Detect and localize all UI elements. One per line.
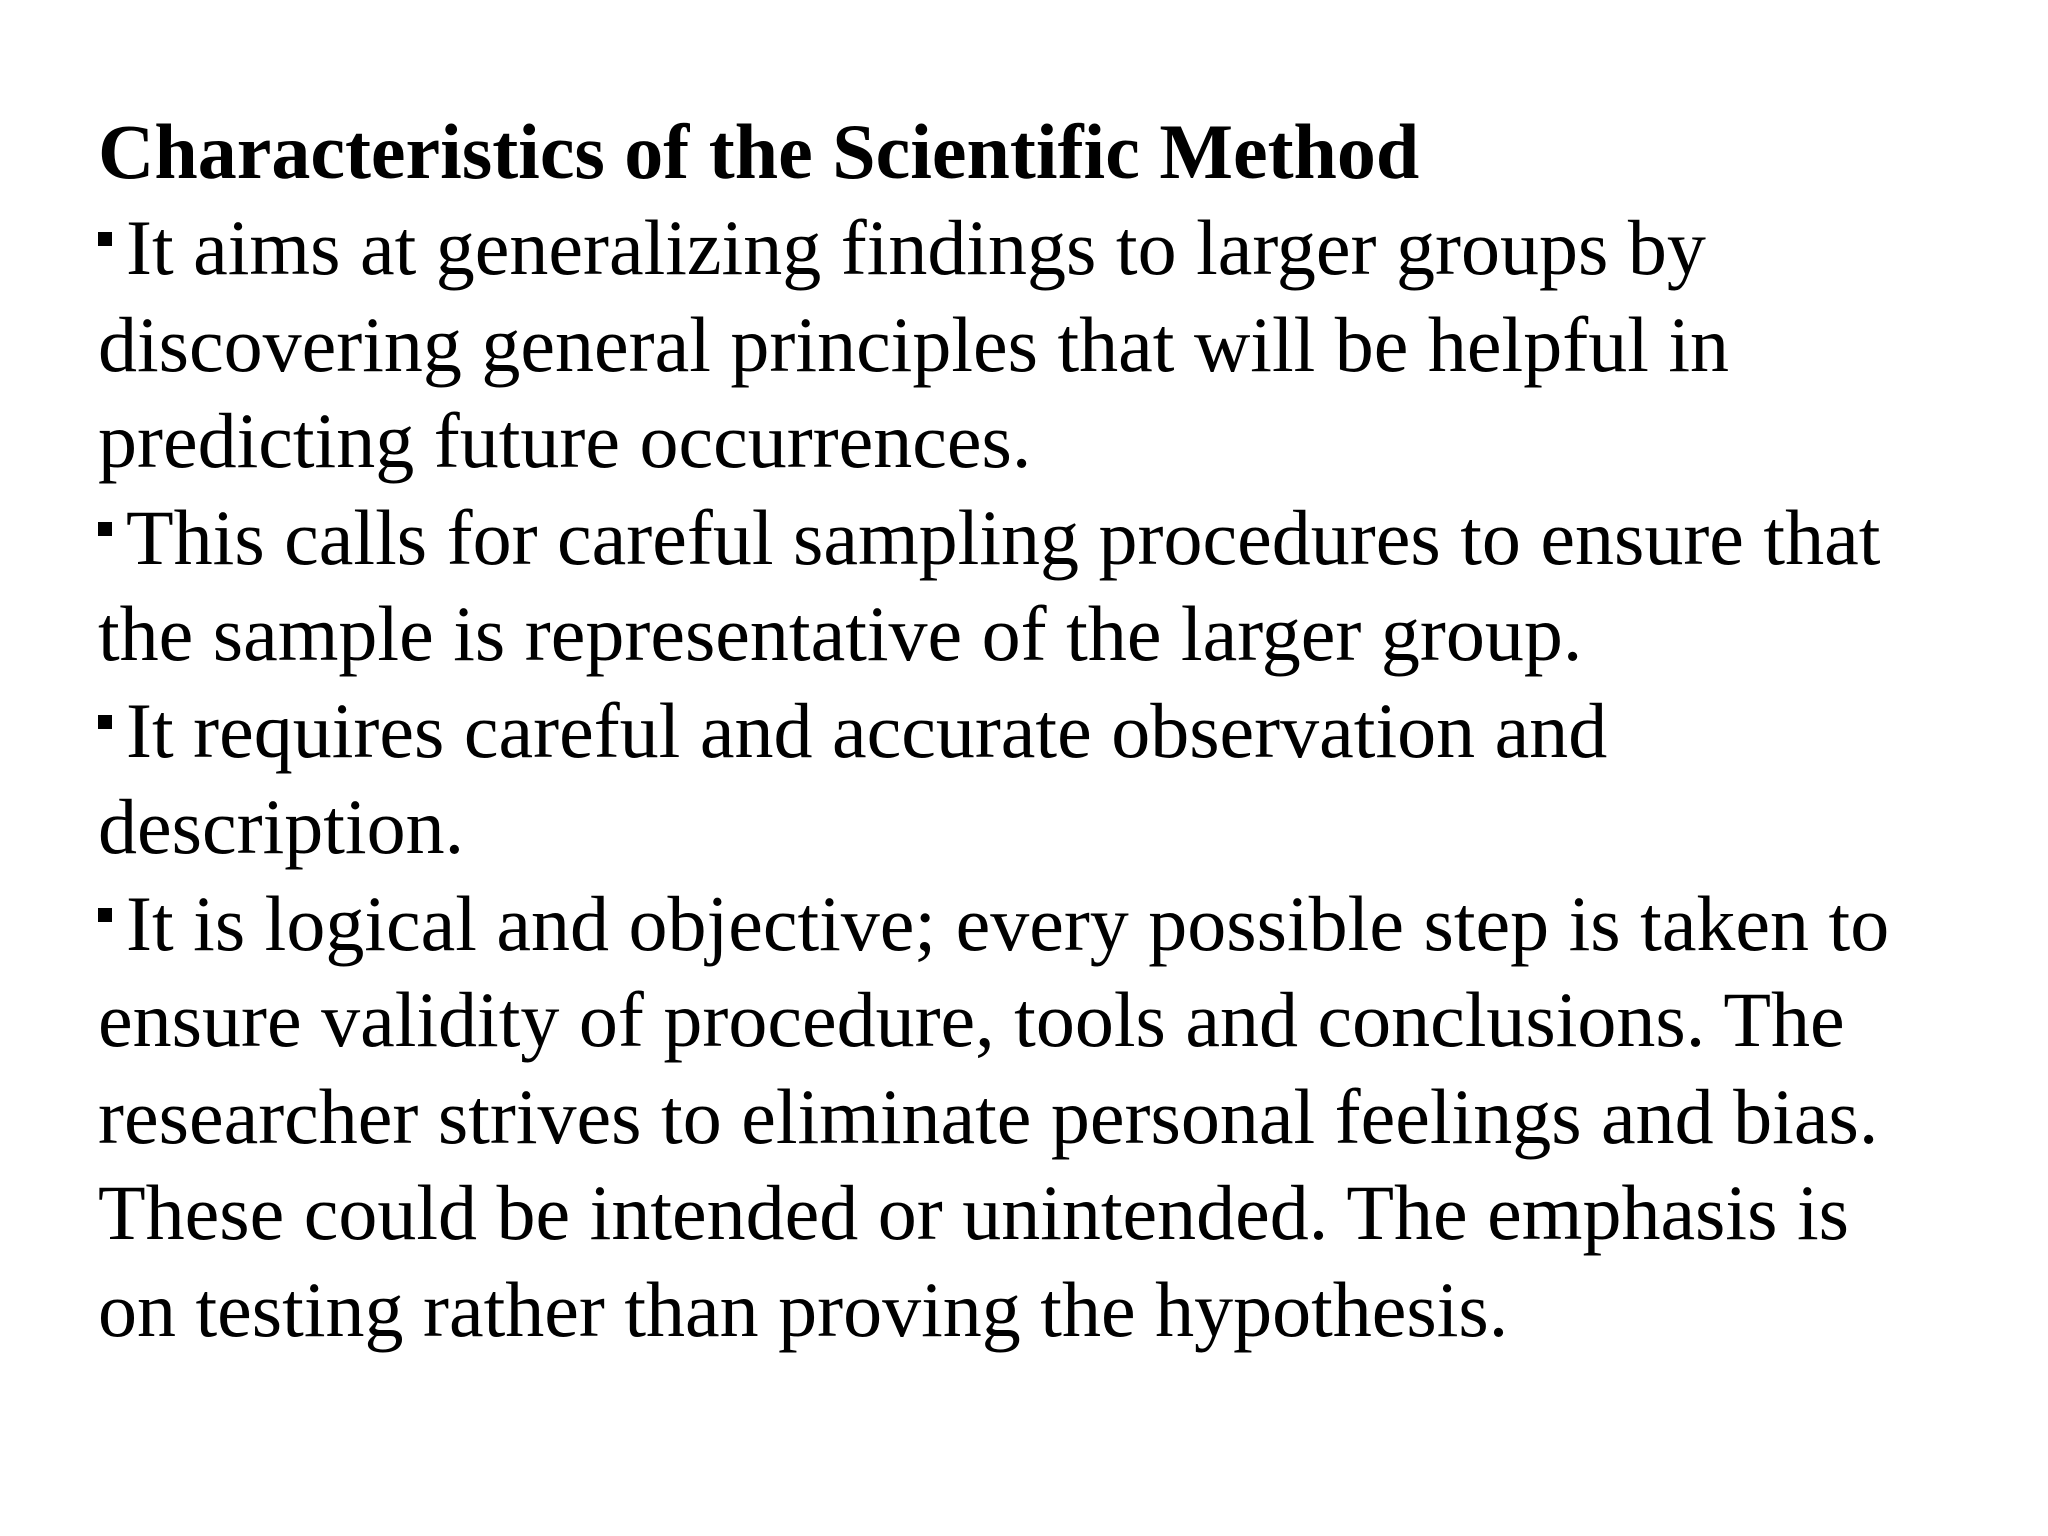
bullet-line: These could be intended or unintended. The emphasis is [98,1169,1849,1256]
bullet-item [98,876,1998,1359]
bullet-line: It is logical and objective; every possible step is taken to [126,879,1890,967]
bullet-line: predicting future occurrences. [98,397,1032,484]
bullet-line: ensure validity of procedure, tools and conclusions. The [98,976,1845,1063]
bullet-item [98,683,1998,876]
slide-title: Characteristics of the Scientific Method [98,108,1420,195]
bullet-line: on testing rather than proving the hypothesis. [98,1265,1509,1353]
bullet-item [98,200,1998,490]
bullet-list [98,200,1998,1358]
bullet-line: This calls for careful sampling procedures to ensure that [126,493,1881,581]
slide-content [98,104,1998,1358]
bullet-line: It aims at generalizing findings to larger groups by [126,204,1706,291]
square-bullet-icon [98,232,112,246]
bullet-line: description. [98,783,465,870]
square-bullet-icon [98,715,112,729]
bullet-line: researcher strives to eliminate personal feelings and bias. [98,1072,1879,1160]
bullet-line: discovering general principles that will be helpful in [98,300,1730,388]
bullet-line: the sample is representative of the larger group. [98,590,1583,677]
square-bullet-icon [98,908,112,922]
square-bullet-icon [98,522,112,536]
bullet-item [98,490,1998,683]
bullet-line: It requires careful and accurate observation and [126,686,1608,774]
